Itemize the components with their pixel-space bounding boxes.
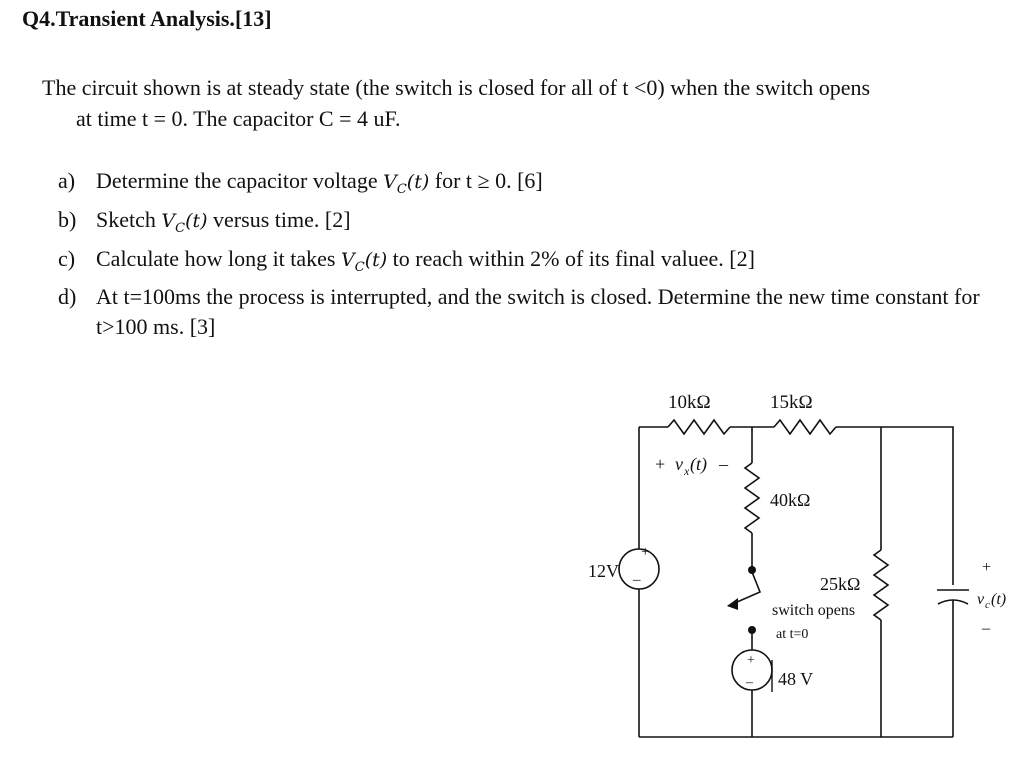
- vc-subscript: C: [396, 181, 407, 197]
- resistor-25k-label: 25kΩ: [820, 574, 861, 594]
- wire-cap-upper: [881, 427, 953, 585]
- source-48v-label: 48 V: [778, 669, 814, 689]
- vc-minus-sign: –: [982, 620, 990, 637]
- resistor-10k-label: 10kΩ: [668, 392, 711, 413]
- vc-letter: V: [161, 209, 176, 232]
- resistor-15k-label: 15kΩ: [770, 392, 813, 413]
- switch-arrow-head: [727, 598, 738, 610]
- sub-question-label: d): [58, 284, 77, 310]
- vc-letter: V: [383, 171, 397, 193]
- resistor-25k-zigzag: [874, 550, 888, 620]
- vc-letter: v: [977, 591, 985, 608]
- source-48v-plus: +: [747, 653, 755, 668]
- vc-subscript: C: [354, 259, 365, 275]
- vc-argument: (t): [364, 248, 388, 271]
- vc-argument: (t): [406, 171, 430, 193]
- resistor-40k-label: 40kΩ: [770, 490, 811, 510]
- source-48v-minus: –: [746, 675, 753, 690]
- statement-line-2: at time t = 0. The capacitor C = 4 uF.: [76, 106, 401, 131]
- vx-minus-sign: –: [719, 454, 728, 474]
- statement-line-1: The circuit shown is at steady state (the switch is closed for all of t <0) when the switch opens: [42, 75, 871, 100]
- resistor-10k-zigzag: [668, 420, 730, 434]
- vc-subscript: C: [175, 220, 186, 236]
- vc-argument: (t): [185, 209, 208, 232]
- source-12v-plus: +: [641, 544, 650, 560]
- source-12v-minus: –: [633, 572, 641, 588]
- vc-argument: (t): [991, 591, 1007, 608]
- sub-question-label: a): [58, 168, 76, 193]
- question-marks: [13]: [234, 6, 272, 31]
- sub-question-text-end: to reach within 2% of its final valuee. [2]: [387, 245, 755, 271]
- vc-plus-sign: +: [982, 559, 992, 576]
- sub-question-text: Determine the capacitor voltage: [96, 168, 384, 193]
- vc-letter: V: [341, 248, 355, 271]
- question-number: Q4.: [22, 6, 56, 31]
- sub-question-text-end: versus time. [2]: [207, 206, 351, 232]
- resistor-15k-zigzag: [774, 420, 836, 434]
- source-12v-label: 12V: [588, 561, 619, 581]
- switch-arm: [728, 572, 760, 606]
- sub-question-label: c): [58, 245, 76, 271]
- vc-subscript: c: [985, 599, 990, 611]
- resistor-40k-zigzag: [745, 463, 759, 533]
- switch-contact-top: [748, 566, 756, 574]
- question-title: Transient Analysis.: [55, 6, 235, 31]
- switch-label-line1: switch opens: [772, 602, 856, 619]
- switch-contact-bottom: [748, 626, 756, 634]
- sub-question-text-end: for t ≥ 0. [6]: [429, 168, 543, 193]
- sub-question-text: At t=100ms the process is interrupted, and the switch is closed. Determine the new time constant for t>100 ms. [3]: [96, 284, 980, 340]
- vx-subscript: x: [684, 464, 690, 478]
- vx-argument: (t): [690, 454, 707, 474]
- sub-question-text: Calculate how long it takes: [96, 245, 341, 271]
- sub-question-label: b): [58, 206, 77, 232]
- vx-letter: v: [675, 454, 683, 474]
- vx-plus-sign: +: [655, 454, 666, 474]
- sub-question-text: Sketch: [96, 206, 162, 232]
- switch-label-line2: at t=0: [776, 627, 809, 642]
